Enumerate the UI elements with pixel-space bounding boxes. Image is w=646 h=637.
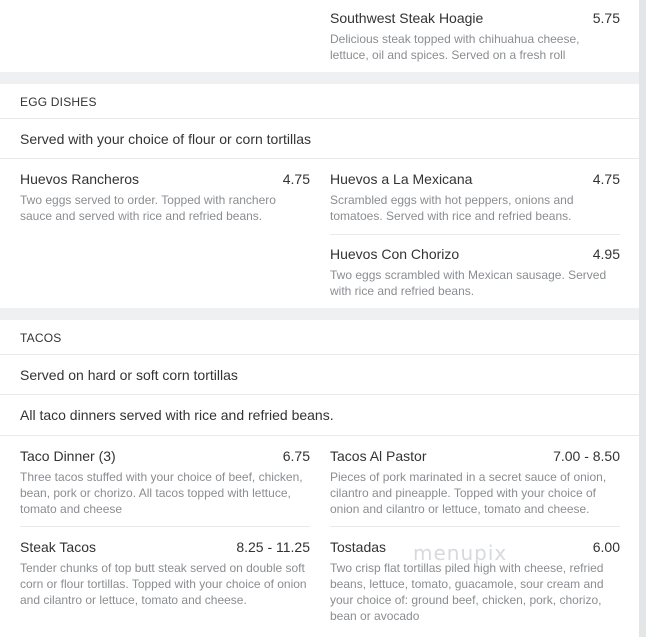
- divider: [0, 354, 639, 355]
- menu-section-tacos: [0, 320, 639, 637]
- item-description: Two crisp flat tortillas piled high with cheese, refried beans, lettuce, tomato, guacamole, sour cream and your choice of: ground beef, chicken, pork, chorizo, bean or avocado: [330, 561, 604, 623]
- divider: [330, 234, 620, 235]
- item-price: 4.75: [282, 171, 310, 187]
- section-title: EGG DISHES: [20, 95, 97, 109]
- item-name: Steak Tacos: [20, 539, 97, 555]
- divider: [20, 526, 310, 527]
- item-description: Scrambled eggs with hot peppers, onions and tomatoes. Served with rice and refried beans.: [330, 193, 574, 223]
- section-note: Served with your choice of flour or corn tortillas: [20, 131, 312, 147]
- item-price: 6.00: [592, 539, 620, 555]
- item-description: Two eggs served to order. Topped with ranchero sauce and served with rice and refried beans.: [20, 193, 276, 223]
- item-name: Tacos Al Pastor: [330, 448, 427, 464]
- divider: [330, 526, 620, 527]
- item-name: Huevos Rancheros: [20, 171, 140, 187]
- item-description: Three tacos stuffed with your choice of beef, chicken, bean, pork or chorizo. All tacos topped with lettuce, tomato and cheese: [20, 470, 303, 516]
- item-name: Southwest Steak Hoagie: [330, 10, 484, 26]
- section-note: Served on hard or soft corn tortillas: [20, 367, 238, 383]
- item-price: 7.00 - 8.50: [553, 448, 620, 464]
- item-name: Taco Dinner (3): [20, 448, 116, 464]
- item-price: 4.95: [592, 246, 620, 262]
- vertical-scrollbar[interactable]: [639, 0, 646, 637]
- item-name: Tostadas: [330, 539, 387, 555]
- watermark-logo: menupix: [413, 541, 508, 565]
- menu-section-egg-dishes: [0, 84, 639, 308]
- item-name: Huevos Con Chorizo: [330, 246, 460, 262]
- item-name: Huevos a La Mexicana: [330, 171, 473, 187]
- item-description: Pieces of pork marinated in a secret sauce of onion, cilantro and pineapple. Topped with your choice of onion and cilantro or lettuce, tomato and cheese.: [330, 470, 607, 516]
- item-price: 4.75: [592, 171, 620, 187]
- item-description: Two eggs scrambled with Mexican sausage. Served with rice and refried beans.: [330, 268, 607, 298]
- item-price: 8.25 - 11.25: [236, 539, 310, 555]
- item-price: 6.75: [282, 448, 310, 464]
- item-description: Tender chunks of top butt steak served on double soft corn or flour tortillas. Topped with your choice of onion and cilantro or lettuce, tomato and cheese.: [20, 561, 307, 607]
- divider: [0, 158, 639, 159]
- divider: [0, 394, 639, 395]
- menu-section-top: [0, 0, 639, 72]
- item-price: 5.75: [592, 10, 620, 26]
- section-title: TACOS: [20, 331, 62, 345]
- divider: [0, 435, 639, 436]
- item-description: Delicious steak topped with chihuahua cheese, lettuce, oil and spices. Served on a fresh roll: [330, 32, 580, 62]
- divider: [0, 118, 639, 119]
- section-note: All taco dinners served with rice and refried beans.: [20, 407, 334, 423]
